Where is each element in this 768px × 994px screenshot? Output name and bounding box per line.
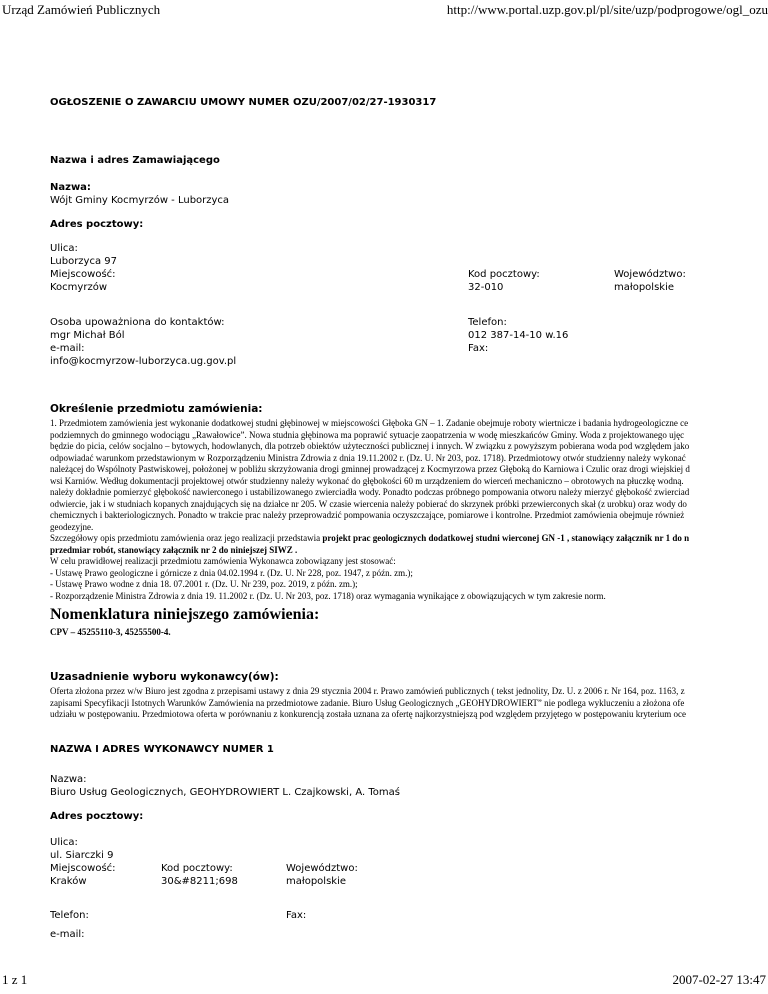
wykonawca-nazwa-label: Nazwa:: [50, 774, 87, 785]
osoba-value: mgr Michał Ból: [50, 330, 125, 341]
miejscowosc-label: Miejscowość:: [50, 269, 116, 280]
osoba-label: Osoba upoważniona do kontaktów:: [50, 317, 225, 328]
wykonawca-nazwa: Biuro Usług Geologicznych, GEOHYDROWIERT L. Czajkowski, A. Tomaś: [50, 787, 400, 798]
przedmiot-line: należącej do Wspólnoty Pastwiskowej, położonej w pobliżu skrzyżowania drogi gminnej prowadzącej z Kocmyrzowa przez Głęboką do Karniowa i Czulic oraz drogi wiejskiej d: [50, 464, 690, 474]
fax-label: Fax:: [468, 343, 489, 354]
telefon-label: Telefon:: [468, 317, 507, 328]
przedmiot-line: będzie do picia, celów socjalno – bytowych, hodowlanych, dla potrzeb obiektów użyteczności publicznej i innych. W związku z powyższym pobierana woda pod względem jako: [50, 441, 690, 451]
przedmiot-line: podziemnych do gminnego wodociągu „Rawałowice”. Nowa studnia głębinowa ma poprawić sytuacje zaopatrzenia w wodę mieszkańców Gminy. Woda z projektowanego ujęc: [50, 429, 685, 440]
wykonawca-ulica: ul. Siarczki 9: [50, 850, 114, 861]
wykonawca-miejscowosc: Kraków: [50, 876, 87, 887]
wykonawca-heading: NAZWA I ADRES WYKONAWCY NUMER 1: [50, 744, 274, 755]
email-value: info@kocmyrzow-luborzyca.ug.gov.pl: [50, 356, 237, 367]
wykonawca-kod: 30&#8211;698: [161, 876, 238, 887]
wykonawca-woj: małopolskie: [286, 876, 347, 887]
wykonawca-adres-label: Adres pocztowy:: [50, 811, 144, 822]
przedmiot-line: - Rozporządzenie Ministra Zdrowia z dnia 19. 11.2002 r. (Dz. U. Nr 203, poz. 1718) oraz wymagania wynikające z obowiązujących w tym zakresie norm.: [50, 590, 606, 601]
przedmiot-line: należy dokładnie pomierzyć głębokość nawierconego i ustabilizowanego zwierciadła wody. Ponadto podczas próbnego pompowania otworu należy mierzyć głębokość zwierciad: [50, 487, 690, 497]
wojewodztwo-value: małopolskie: [614, 282, 675, 293]
przedmiot-line: W celu prawidłowej realizacji przedmiotu zamówienia Wykonawca zobowiązany jest stosować:: [50, 556, 396, 566]
header-source: Urząd Zamówień Publicznych: [2, 2, 161, 17]
telefon-value: 012 387-14-10 w.16: [468, 330, 569, 341]
nomenklatura-heading: Nomenklatura niniejszego zamówienia:: [50, 606, 320, 623]
kod-value: 32-010: [468, 282, 504, 293]
przedmiot-line: - Ustawę Prawo wodne z dnia 18. 07.2001 r. (Dz. U. Nr 239, poz. 2019, z późn. zm.);: [50, 579, 358, 589]
page-number: 1 z 1: [2, 972, 28, 987]
wykonawca-kod-label: Kod pocztowy:: [161, 863, 233, 874]
zamawiajacy-nazwa: Wójt Gminy Kocmyrzów - Luborzyca: [50, 195, 230, 206]
ulica-value: Luborzyca 97: [50, 256, 118, 267]
przedmiot-line: 1. Przedmiotem zamówienia jest wykonanie dodatkowej studni głębinowej w miejscowości Głęboka GN – 1. Zadanie obejmuje roboty wiertnicze i badania hydrogeologiczne ce: [50, 418, 689, 428]
zamawiajacy-heading: Nazwa i adres Zamawiającego: [50, 155, 220, 166]
nazwa-label: Nazwa:: [50, 182, 91, 193]
print-date: 2007-02-27 13:47: [672, 972, 766, 987]
przedmiot-line: odwiercie, jak i w studniach kopanych znajdujących się na działce nr 205. W czasie wiercenia należy pobierać do skrzynek próbki przewierconych skał (z urobku) oraz wody do: [50, 498, 687, 509]
przedmiot-line: wsi Karniów. Według dokumentacji projektowej otwór studzienny należy wykonać do głębokości 60 m urządzeniem do wierceń mechaniczno – obrotowych na płuczkę wodną.: [50, 475, 684, 486]
kod-label: Kod pocztowy:: [468, 269, 540, 280]
header-url: http://www.portal.uzp.gov.pl/pl/site/uzp/podprogowe/ogl_ozu: [446, 2, 768, 17]
uzasadnienie-line: zapisami Specyfikacji Istotnych Warunków Zamówienia na przedmiotowe zadanie. Biuro Usług Geologicznych „GEOHYDROWIERT” nie podlega wykluczeniu a złożona ofe: [50, 697, 685, 708]
miejscowosc-value: Kocmyrzów: [50, 282, 107, 293]
uzasadnienie-heading: Uzasadnienie wyboru wykonawcy(ów):: [50, 671, 279, 683]
szczegolowy-line: [50, 533, 690, 545]
przedmiot-line: odpowiadać warunkom przedstawionym w Rozporządzeniu Ministra Zdrowia z dnia 19.11.2002 r. (Dz. U. Nr 203, poz. 1718). Przedmiotowy otwór studzienny należy wykonać: [50, 452, 686, 463]
przedmiar-line: przedmiar robót, stanowiący załącznik nr 2 do niniejszej SIWZ .: [50, 544, 298, 555]
page-title: OGŁOSZENIE O ZAWARCIU UMOWY NUMER OZU/2007/02/27-1930317: [50, 97, 437, 108]
uzasadnienie-line: Oferta złożona przez w/w Biuro jest zgodna z przepisami ustawy z dnia 29 stycznia 2004 r. Prawo zamówień publicznych ( tekst jednolity, Dz. U. z 2006 r. Nr 164, poz. 1163, z: [50, 686, 685, 696]
uzasadnienie-text: [50, 686, 686, 721]
przedmiot-text: [50, 418, 690, 602]
wojewodztwo-label: Województwo:: [614, 269, 686, 280]
przedmiot-line: - Ustawę Prawo geologiczne i górnicze z dnia 04.02.1994 r. (Dz. U. Nr 228, poz. 1947, z późn. zm.);: [50, 567, 413, 578]
wykonawca-woj-label: Województwo:: [286, 863, 358, 874]
przedmiot-heading: Określenie przedmiotu zamówienia:: [50, 403, 263, 415]
wykonawca-telefon-label: Telefon:: [50, 910, 89, 921]
uzasadnienie-line: udziału w postępowaniu. Przedmiotowa oferta w porównaniu z konkurencją została uznana za ofertę najkorzystniejszą pod względem przyjętego w postępowaniu kryterium oce: [50, 709, 687, 719]
email-label: e-mail:: [50, 343, 85, 354]
przedmiot-line: geodezyjne.: [50, 521, 94, 532]
document-body: [50, 0, 768, 960]
szczegolowy-text: Szczegółowy opis przedmiotu zamówienia oraz jego realizacji przedstawia: [50, 533, 323, 543]
przedmiot-line: chemicznych i bakteriologicznych. Ponadto w trakcie prac należy przeprowadzić pompowania oczyszczające, pomiarowe i kontrolne. Przedmiot zamówienia obejmuje również: [50, 510, 685, 520]
wykonawca-ulica-label: Ulica:: [50, 837, 78, 848]
wykonawca-miejscowosc-label: Miejscowość:: [50, 863, 116, 874]
wykonawca-email-label: e-mail:: [50, 929, 85, 940]
cpv-codes: CPV – 45255110-3, 45255500-4.: [50, 627, 171, 637]
wykonawca-fax-label: Fax:: [286, 910, 307, 921]
projekt-reference: projekt prac geologicznych dodatkowej studni wierconej GN -1 , stanowiący załącznik nr 1 do n: [322, 533, 690, 543]
adres-label: Adres pocztowy:: [50, 219, 144, 230]
ulica-label: Ulica:: [50, 243, 78, 254]
